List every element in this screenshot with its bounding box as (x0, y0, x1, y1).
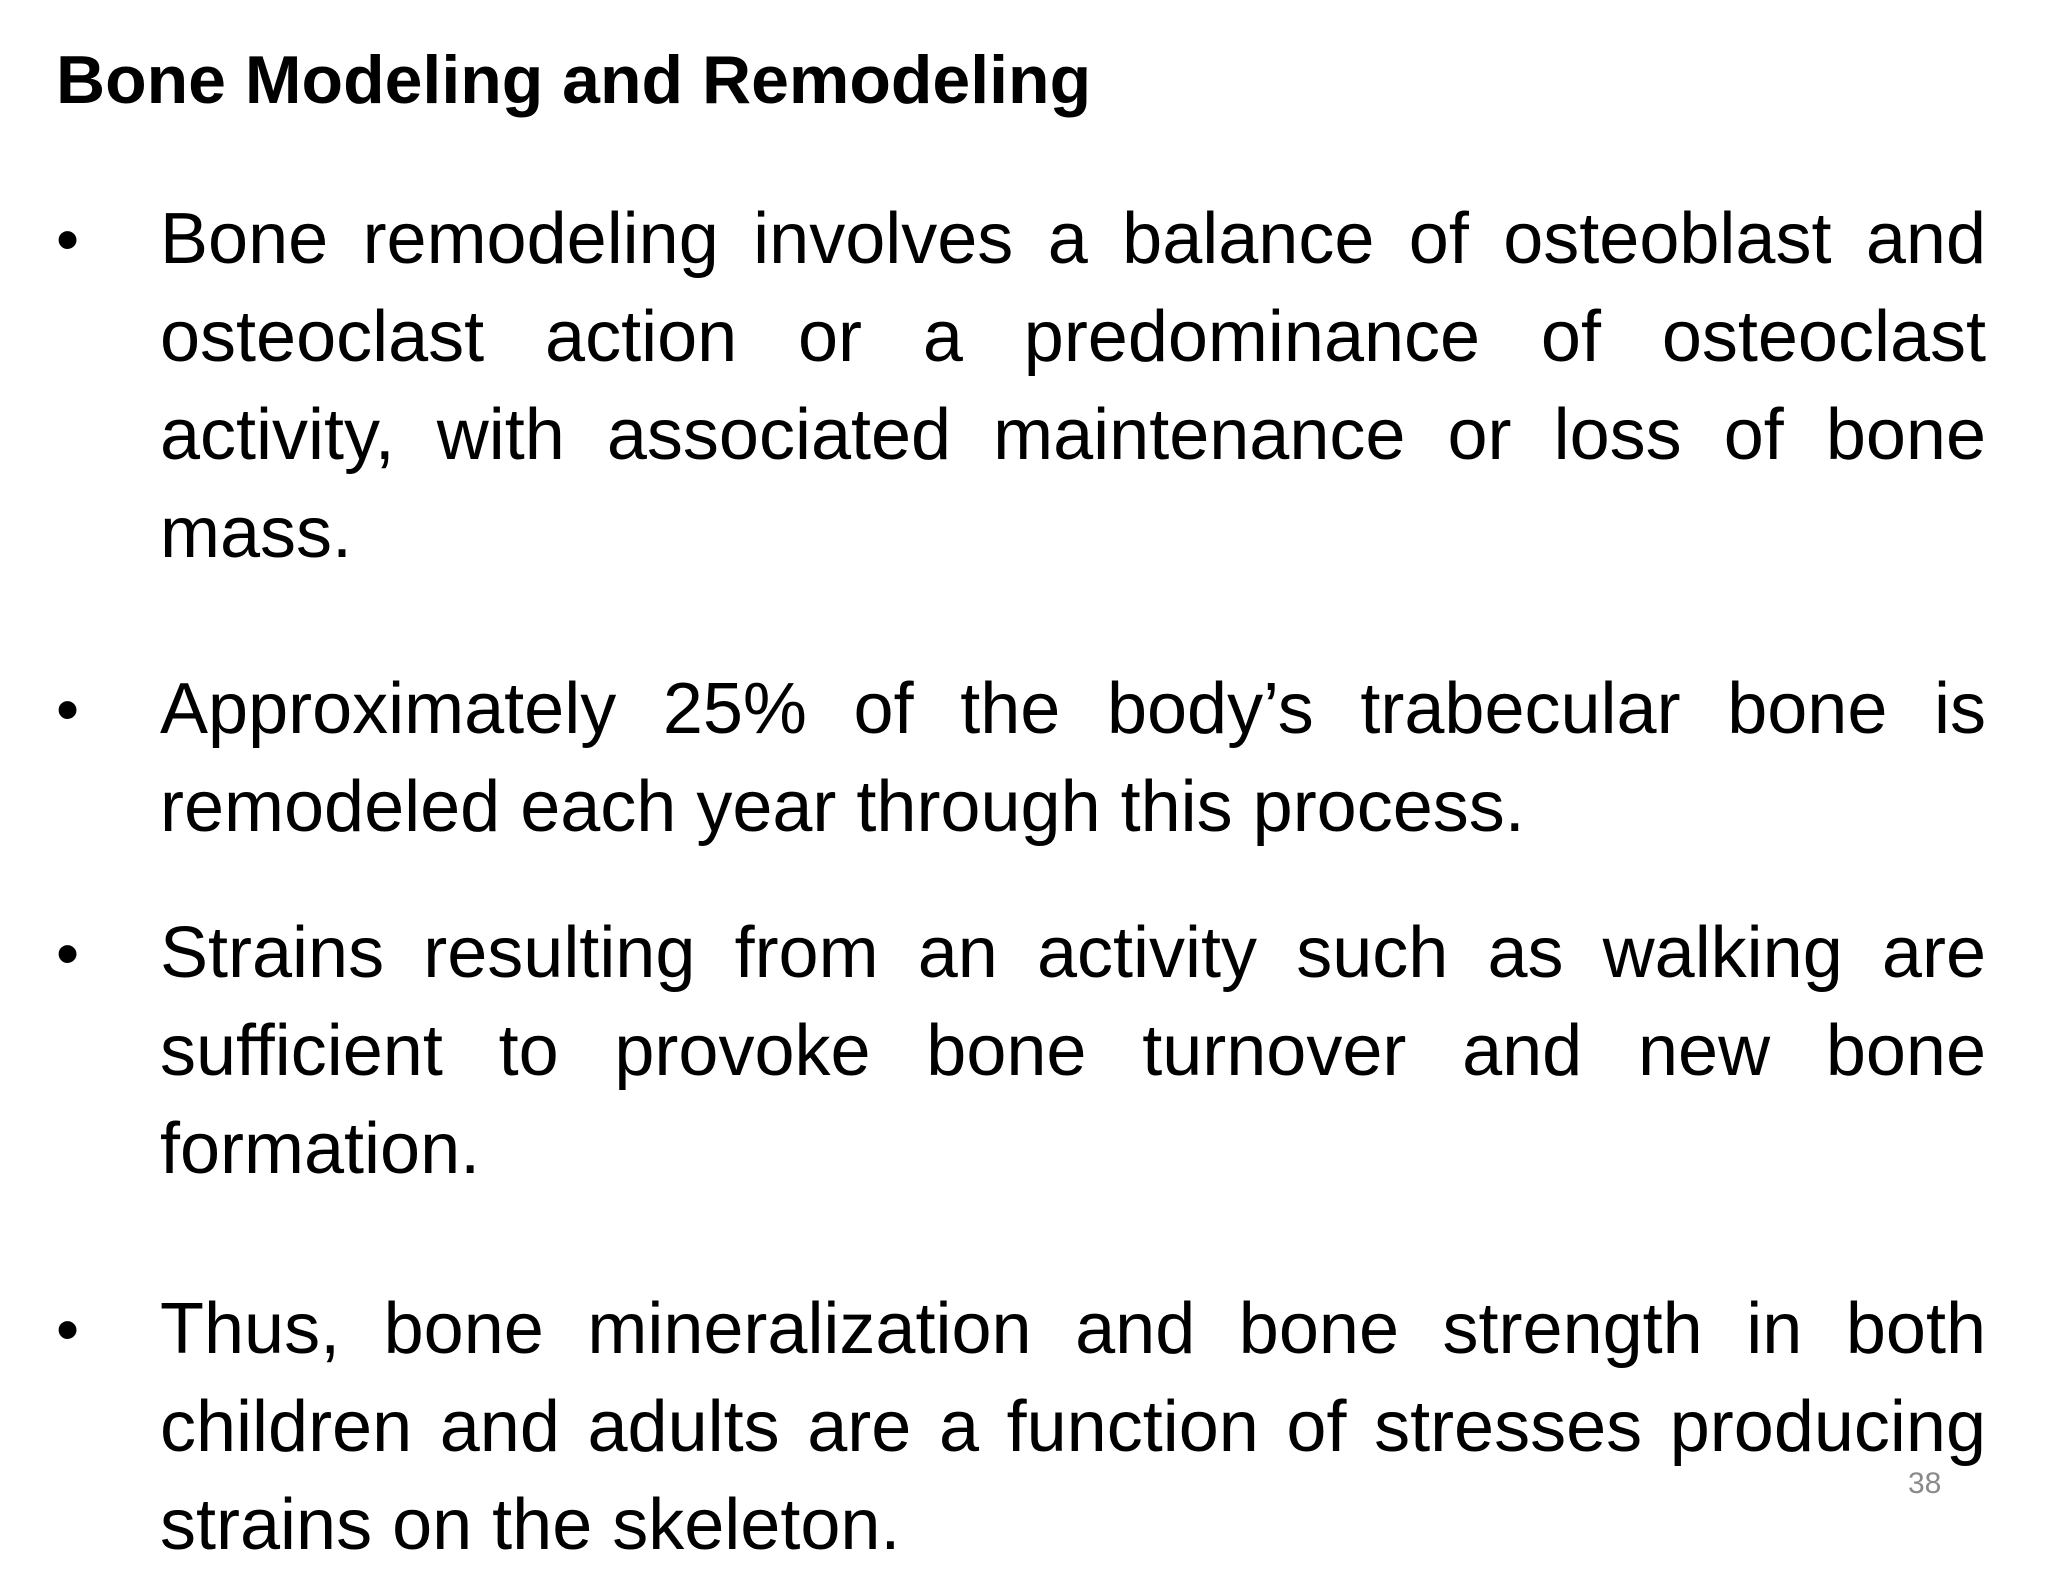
bullet-marker: • (56, 1292, 80, 1366)
bullet-item (56, 1280, 1986, 1574)
page-number: 38 (1908, 1467, 1942, 1500)
bullet-text: Thus, bone mineralization and bone strength in both children and adults are a function of stresses producing strains on the skeleton. (160, 1289, 1986, 1565)
bullet-list (56, 190, 1986, 1574)
bullet-item (56, 660, 1986, 856)
bullet-marker: • (56, 202, 80, 276)
bullet-text: Approximately 25% of the body’s trabecular bone is remodeled each year through this process. (160, 669, 1986, 847)
bullet-item (56, 904, 1986, 1198)
bullet-text: Strains resulting from an activity such as walking are sufficient to provoke bone turnover and new bone formation. (160, 913, 1986, 1189)
slide-title: Bone Modeling and Remodeling (56, 42, 1092, 118)
bullet-item (56, 190, 1986, 582)
bullet-marker: • (56, 916, 80, 990)
bullet-marker: • (56, 672, 80, 746)
bullet-text: Bone remodeling involves a balance of osteoblast and osteoclast action or a predominance of osteoclast activity, with associated maintenance or loss of bone mass. (160, 199, 1986, 573)
